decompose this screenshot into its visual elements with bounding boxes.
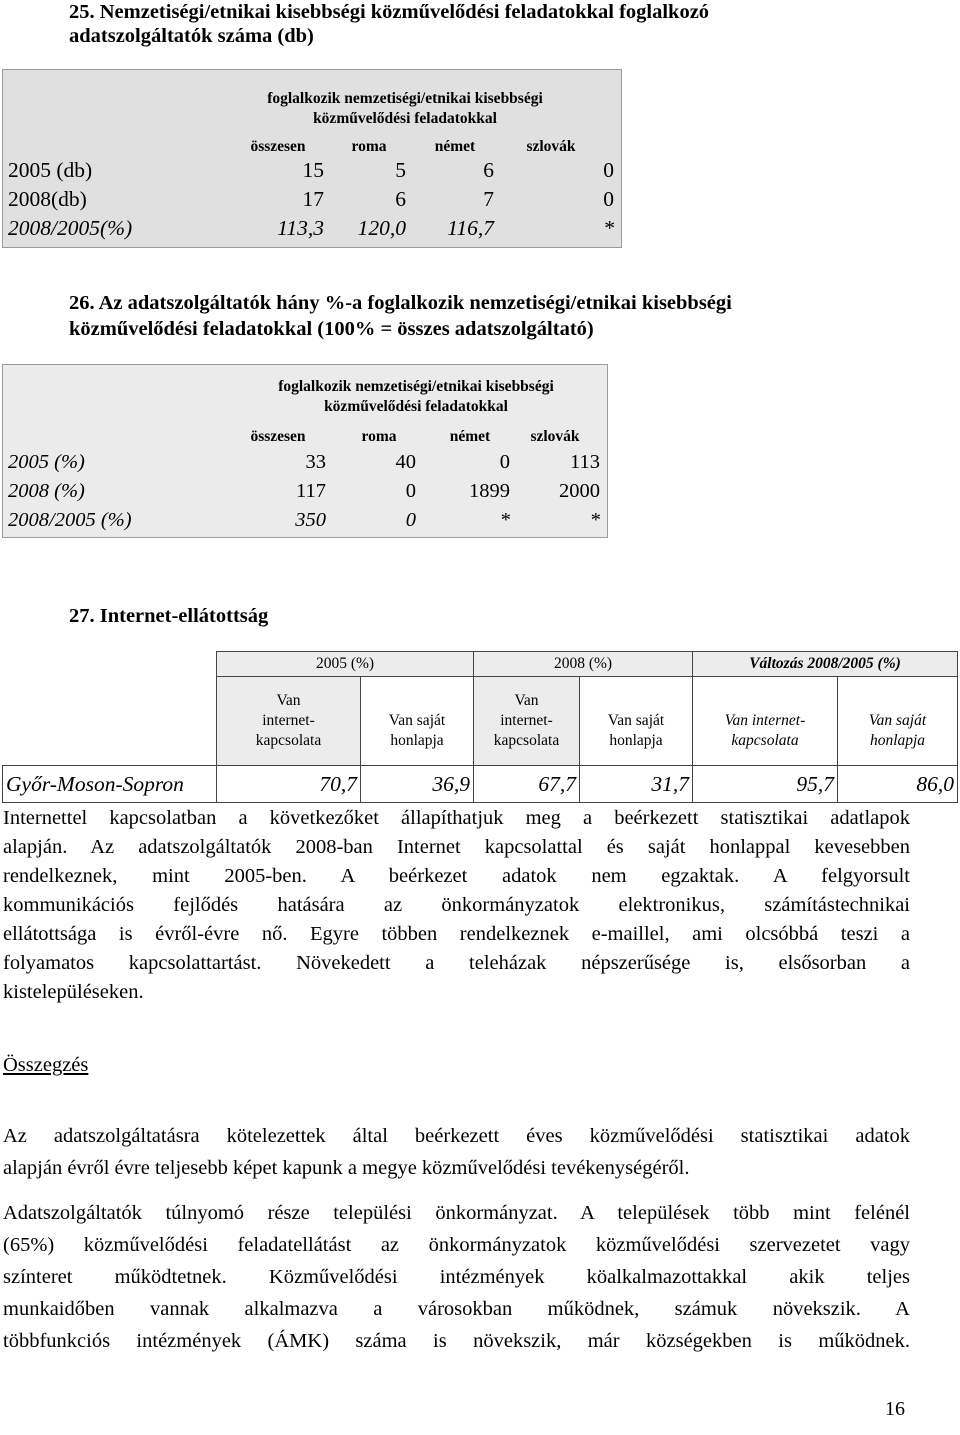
text-line: színteret működtetnek. Közművelődési intézmények köalkalmazottakkal akik teljes — [3, 1266, 910, 1288]
section25-value: 6 — [483, 158, 494, 182]
col-internet-change — [693, 677, 838, 766]
summary-heading: Összegzés — [3, 1054, 89, 1076]
section26-header-line2: közművelődési feladatokkal — [324, 398, 508, 415]
text-line: (65%) közművelődési feladatellátást az önkormányzatok közművelődési szervezetet vagy — [3, 1234, 910, 1256]
section26-value: 1899 — [469, 480, 510, 502]
col-text: Van saját — [607, 712, 665, 729]
summary-paragraph-1 — [3, 1120, 910, 1184]
section25-value: 15 — [302, 158, 324, 182]
text-line: Internettel kapcsolatban a következőket állapíthatjuk meg a beérkezett statisztikai adatlapok — [3, 807, 910, 829]
section25-title-line2: adatszolgáltatók száma (db) — [69, 25, 314, 47]
section26-value: 350 — [295, 509, 326, 531]
section26-value: 40 — [395, 451, 416, 473]
section25-value: * — [603, 216, 614, 240]
section27-title: 27. Internet-ellátottság — [69, 605, 269, 627]
section26-title-line2: közművelődési feladatokkal (100% = összes adatszolgáltató) — [69, 318, 594, 340]
section26-col-szlovak: szlovák — [530, 428, 580, 445]
section26-col-roma: roma — [361, 428, 397, 445]
section26-value: * — [499, 509, 510, 531]
col-text: Van saját — [868, 712, 927, 729]
section25-value: 7 — [483, 187, 494, 211]
section25-value: 5 — [395, 158, 406, 182]
internet-paragraph — [3, 804, 910, 1007]
section25-value: 116,7 — [447, 216, 494, 240]
section26-value: 117 — [296, 480, 326, 502]
empty-corner — [3, 652, 217, 677]
value-cell: 36,9 — [361, 766, 474, 803]
text-line: alapján. Az adatszolgáltatók 2008-ban Internet kapcsolattal és saját honlappal kevesebben — [3, 836, 910, 858]
col-honlap-2005 — [361, 677, 474, 766]
row-label: Győr-Moson-Sopron — [3, 766, 217, 803]
section26-row-label: 2008/2005 (%) — [8, 509, 132, 531]
group-change: Változás 2008/2005 (%) — [693, 652, 958, 677]
section26-value: 33 — [305, 451, 326, 473]
section25-title-line1: 25. Nemzetiségi/etnikai kisebbségi közművelődési feladatokkal foglalkozó — [69, 1, 710, 23]
value-cell: 95,7 — [693, 766, 838, 803]
page-number: 16 — [885, 1398, 905, 1420]
value-cell: 86,0 — [838, 766, 958, 803]
section25-value: 0 — [603, 187, 614, 211]
text-line: Az adatszolgáltatásra kötelezettek által beérkezett éves közművelődési statisztikai adatok — [3, 1125, 910, 1147]
internet-table — [2, 651, 958, 803]
section26-row-label: 2005 (%) — [8, 451, 85, 473]
section26-col-nemet: német — [449, 428, 491, 445]
text-line: ellátottsága is évről-évre nő. Egyre többen rendelkeznek e-maillel, ami olcsóbbá teszi a — [3, 923, 910, 945]
col-text: internet- — [500, 712, 553, 729]
text-line: rendelkeznek, mint 2005-ben. A beérkezet adatok nem egzaktak. A felgyorsult — [3, 865, 910, 887]
col-text: internet- — [262, 712, 315, 729]
col-honlap-change — [838, 677, 958, 766]
text-line: kommunikációs fejlődés hatására az önkormányzatok elektronikus, számítástechnikai — [3, 894, 910, 916]
col-text: kapcsolata — [493, 732, 560, 749]
text-line: folyamatos kapcsolattartást. Növekedett a teleházak népszerűsége is, elsősorban a — [3, 952, 910, 974]
section25-header-line2: közművelődési feladatokkal — [313, 110, 497, 127]
text-line: kistelepüléseken. — [3, 981, 144, 1003]
col-text: kapcsolata — [255, 732, 322, 749]
col-internet-2005 — [217, 677, 361, 766]
group-2005: 2005 (%) — [217, 652, 474, 677]
text-line: többfunkciós intézmények (ÁMK) száma is növekszik, már községekben is működnek. — [3, 1330, 910, 1352]
col-text: honlapja — [609, 732, 663, 749]
col-text: honlapja — [869, 732, 926, 749]
section25-value: 113,3 — [277, 216, 324, 240]
summary-paragraph-2 — [3, 1197, 910, 1357]
col-honlap-2008 — [580, 677, 693, 766]
group-2008: 2008 (%) — [474, 652, 693, 677]
section25-row-label: 2005 (db) — [8, 158, 93, 182]
col-text: Van — [514, 692, 539, 709]
section26-value: 2000 — [559, 480, 600, 502]
section25-col-nemet: német — [434, 138, 476, 155]
section26-title-line1: 26. Az adatszolgáltatók hány %-a foglalkozik nemzetiségi/etnikai kisebbségi — [69, 292, 732, 314]
section25-row-label: 2008(db) — [8, 187, 87, 211]
empty-cell — [3, 677, 217, 766]
section25-value: 6 — [395, 187, 406, 211]
col-text: Van saját — [388, 712, 446, 729]
section26-row-label: 2008 (%) — [8, 480, 85, 502]
section25-header-line1: foglalkozik nemzetiségi/etnikai kisebbségi — [267, 90, 543, 107]
section26-value: * — [589, 509, 600, 531]
col-text: honlapja — [390, 732, 444, 749]
col-text: Van — [276, 692, 301, 709]
section25-col-szlovak: szlovák — [526, 138, 576, 155]
section25-col-roma: roma — [351, 138, 387, 155]
value-cell: 70,7 — [217, 766, 361, 803]
text-line: Adatszolgáltatók túlnyomó része települési önkormányzat. A települések több mint felénél — [3, 1202, 910, 1224]
text-line: alapján évről évre teljesebb képet kapunk a megye közművelődési tevékenységéről. — [3, 1157, 690, 1179]
section25-value: 0 — [603, 158, 614, 182]
col-text: kapcsolata — [731, 732, 799, 749]
section25-col-osszesen: összesen — [250, 138, 306, 155]
section25-value: 120,0 — [357, 216, 406, 240]
section26-value: 0 — [499, 451, 510, 473]
section25-row-label: 2008/2005(%) — [8, 216, 133, 240]
text-line: munkaidőben vannak alkalmazva a városokban működnek, számuk növekszik. A — [3, 1298, 910, 1320]
section26-value: 113 — [570, 451, 600, 473]
section26-value: 0 — [405, 509, 416, 531]
col-internet-2008 — [474, 677, 580, 766]
section26-value: 0 — [405, 480, 416, 502]
section26-header-line1: foglalkozik nemzetiségi/etnikai kisebbségi — [278, 378, 554, 395]
value-cell: 67,7 — [474, 766, 580, 803]
value-cell: 31,7 — [580, 766, 693, 803]
section26-col-osszesen: összesen — [250, 428, 306, 445]
col-text: Van internet- — [724, 712, 806, 729]
section25-value: 17 — [302, 187, 324, 211]
